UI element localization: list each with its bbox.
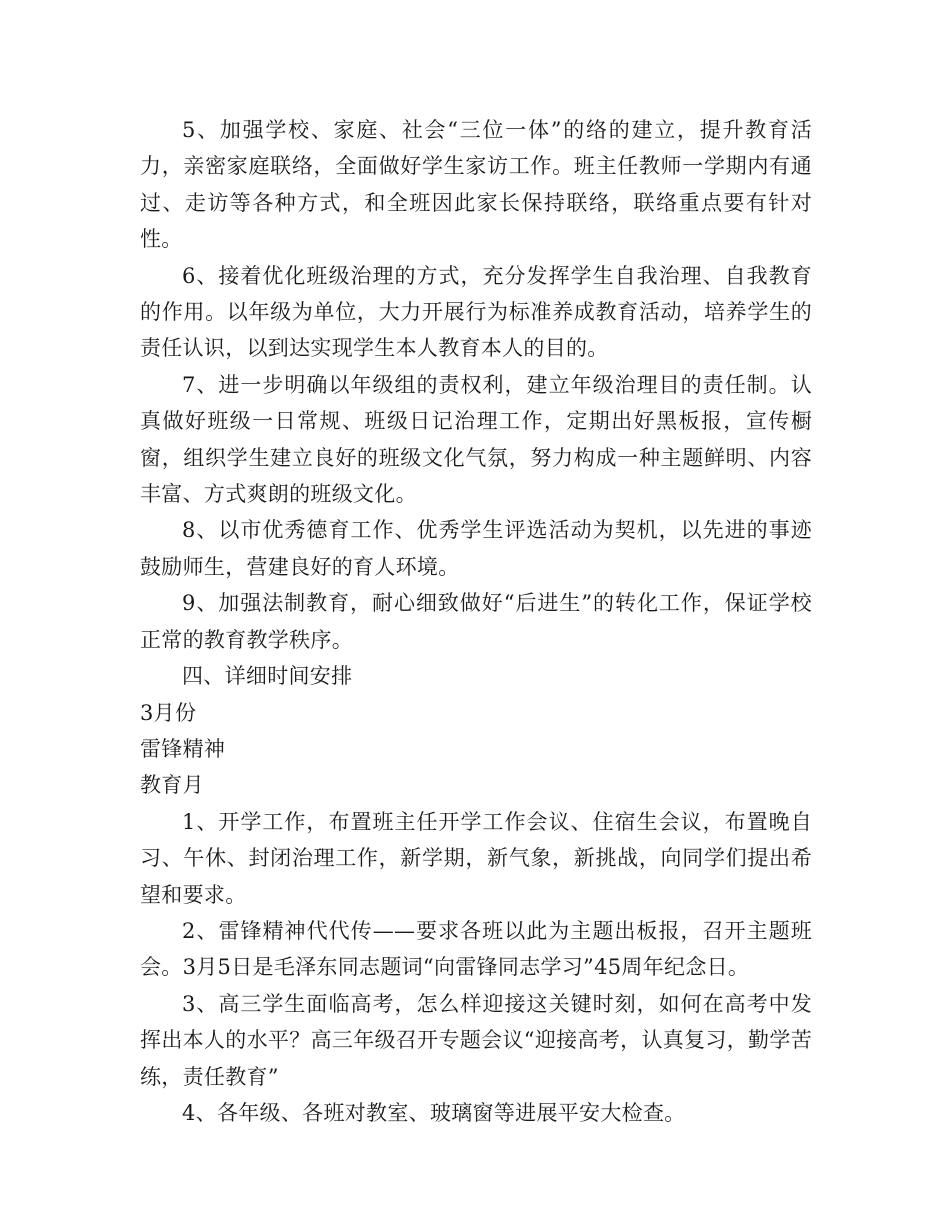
paragraph-item-9: 9、加强法制教育，耐心细致做好“后进生”的转化工作，保证学校正常的教育教学秩序。: [140, 591, 812, 652]
document-body: [140, 112, 812, 1131]
paragraph-item-5: 5、加强学校、家庭、社会“三位一体”的络的建立，提升教育活力，亲密家庭联络，全面做好学生家访工作。班主任教师一学期内有通过、走访等各种方式，和全班因此家长保持联络，联络重点要有针对性。: [140, 118, 812, 252]
section-heading: 四、详细时间安排: [182, 664, 353, 689]
paragraph-item-7: 7、进一步明确以年级组的责权利，建立年级治理目的责任制。认真做好班级一日常规、班级日记治理工作，定期出好黑板报，宣传橱窗，组织学生建立良好的班级文化气氛，努力构成一种主题鲜明、内容丰富、方式爽朗的班级文化。: [140, 372, 812, 507]
schedule-item-4: 4、各年级、各班对教室、玻璃窗等进展平安大检查。: [182, 1100, 686, 1125]
month-label: 3月份: [140, 700, 197, 725]
schedule-item-1: 1、开学工作，布置班主任开学工作会议、住宿生会议，布置晚自习、午休、封闭治理工作，新学期，新气象，新挑战，向同学们提出希望和要求。: [140, 809, 812, 907]
paragraph-item-8: 8、以市优秀德育工作、优秀学生评选活动为契机，以先进的事迹鼓励师生，营建良好的育人环境。: [140, 518, 812, 579]
theme-label: 雷锋精神: [140, 736, 226, 761]
theme-subtitle: 教育月: [140, 773, 204, 798]
schedule-item-3: 3、高三学生面临高考，怎么样迎接这关键时刻，如何在高考中发挥出本人的水平？高三年级召开专题会议“迎接高考，认真复习，勤学苦练，责任教育”: [140, 991, 812, 1089]
paragraph-item-6: 6、接着优化班级治理的方式，充分发挥学生自我治理、自我教育的作用。以年级为单位，大力开展行为标准养成教育活动，培养学生的责任认识，以到达实现学生本人教育本人的目的。: [140, 263, 812, 361]
schedule-item-2: 2、雷锋精神代代传——要求各班以此为主题出板报，召开主题班会。3月5日是毛泽东同志题词“向雷锋同志学习”45周年纪念日。: [140, 918, 812, 980]
